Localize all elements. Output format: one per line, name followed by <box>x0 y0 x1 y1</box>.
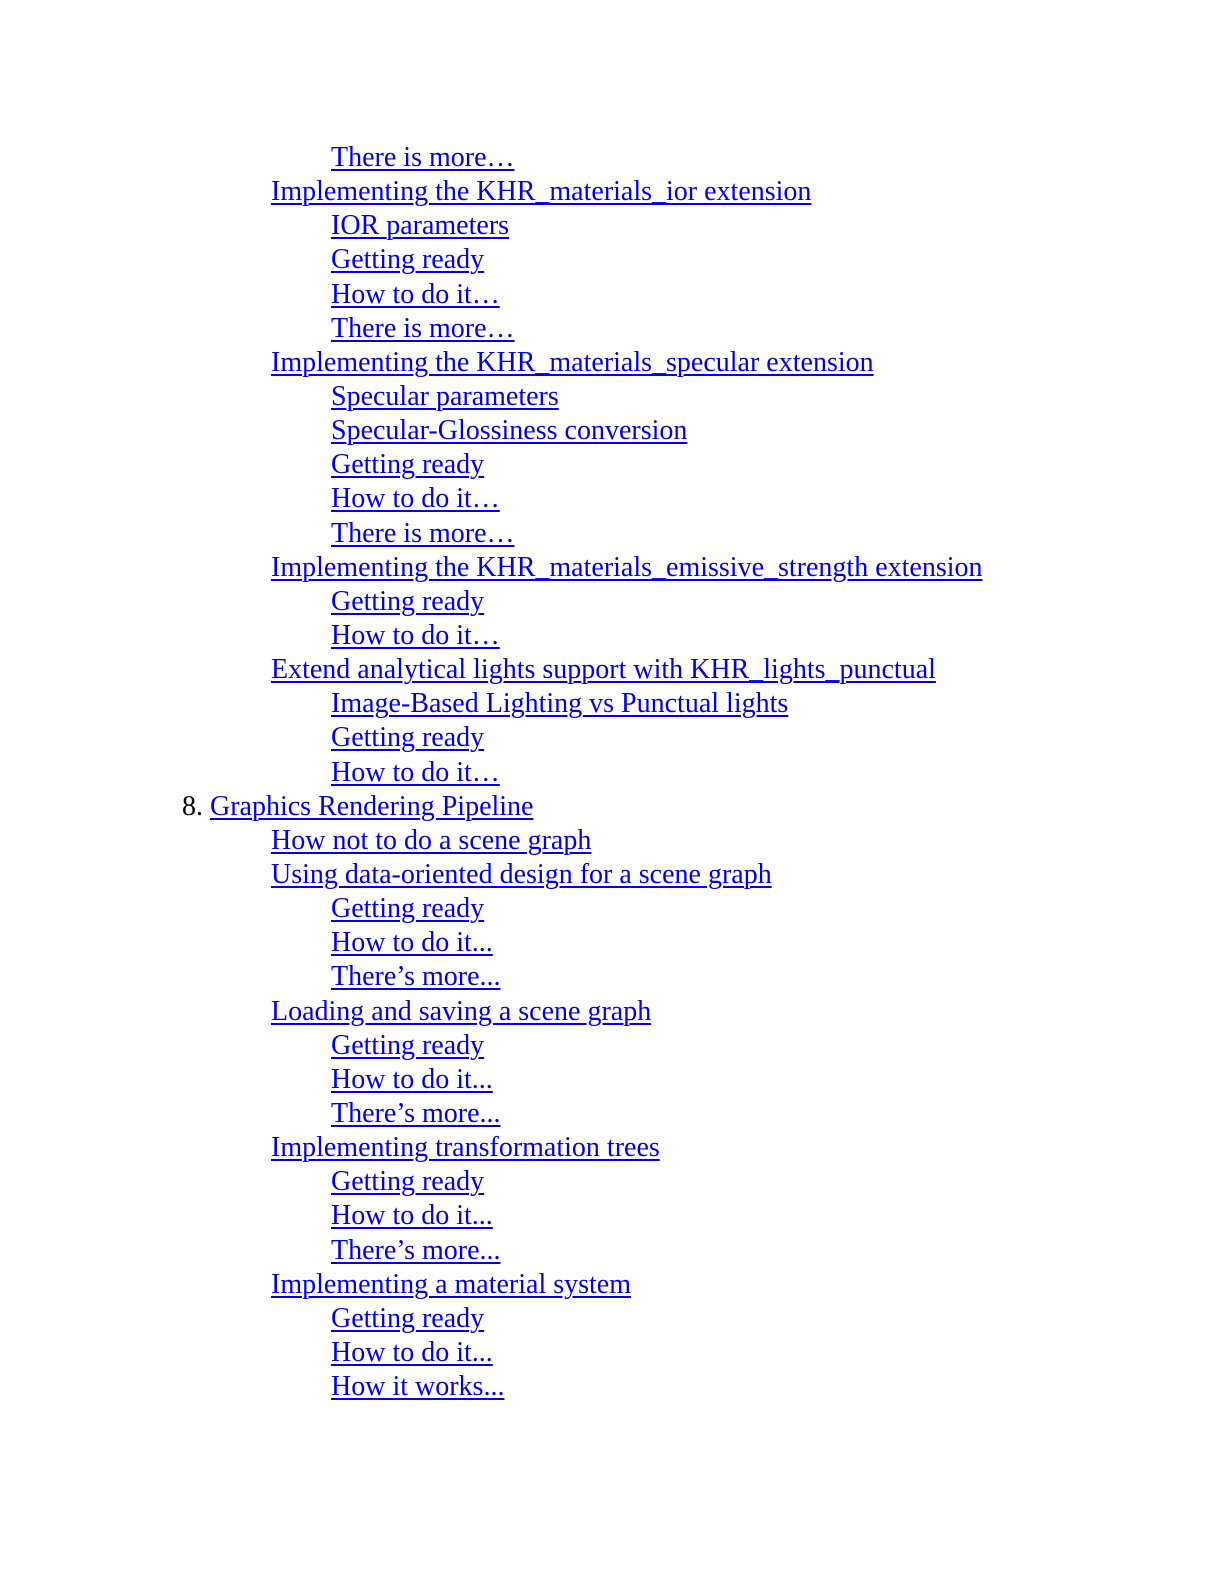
toc-link[interactable]: There’s more... <box>331 1097 501 1129</box>
toc-entry <box>0 482 1224 516</box>
toc-link[interactable]: Loading and saving a scene graph <box>271 995 652 1027</box>
toc-link[interactable]: Image-Based Lighting vs Punctual lights <box>331 688 789 720</box>
toc-entry <box>0 926 1224 960</box>
toc-link[interactable]: Getting ready <box>331 1029 485 1061</box>
toc-link[interactable]: How to do it... <box>331 1200 493 1232</box>
toc-entry <box>0 995 1224 1029</box>
toc-entry <box>0 141 1224 175</box>
toc-link[interactable]: Implementing a material system <box>271 1268 632 1300</box>
toc-link[interactable]: Getting ready <box>331 244 485 276</box>
toc-entry <box>0 1131 1224 1165</box>
toc-link[interactable]: IOR parameters <box>331 210 510 242</box>
toc-entry <box>0 312 1224 346</box>
toc-link[interactable]: Implementing the KHR_materials_ior extension <box>271 176 812 208</box>
toc-link[interactable]: Specular-Glossiness conversion <box>331 415 688 447</box>
toc-entry <box>0 585 1224 619</box>
toc-entry <box>0 380 1224 414</box>
toc-link[interactable]: Implementing transformation trees <box>271 1132 660 1164</box>
toc-entry <box>0 892 1224 926</box>
toc-link[interactable]: How to do it... <box>331 1063 493 1095</box>
toc-link[interactable]: Getting ready <box>331 1302 485 1334</box>
toc-link[interactable]: How to do it... <box>331 1336 493 1368</box>
toc-entry <box>0 1336 1224 1370</box>
table-of-contents <box>0 141 1224 1404</box>
toc-link[interactable]: Getting ready <box>331 893 485 925</box>
toc-link[interactable]: How to do it... <box>331 927 493 959</box>
toc-link[interactable]: Extend analytical lights support with KHR_lights_punctual <box>271 654 936 686</box>
toc-entry <box>0 278 1224 312</box>
toc-entry <box>0 1370 1224 1404</box>
toc-entry <box>0 175 1224 209</box>
toc-link[interactable]: How it works... <box>331 1371 505 1403</box>
toc-entry <box>0 756 1224 790</box>
toc-link[interactable]: How not to do a scene graph <box>271 824 592 856</box>
toc-entry <box>0 551 1224 585</box>
toc-entry <box>0 1063 1224 1097</box>
toc-link[interactable]: Specular parameters <box>331 380 559 412</box>
toc-entry <box>0 824 1224 858</box>
toc-link[interactable]: There’s more... <box>331 961 501 993</box>
toc-link[interactable]: How to do it… <box>331 278 500 310</box>
toc-entry <box>0 414 1224 448</box>
toc-link[interactable]: There is more… <box>331 142 515 173</box>
toc-link[interactable]: There’s more... <box>331 1234 501 1266</box>
toc-entry <box>0 346 1224 380</box>
toc-link[interactable]: How to do it… <box>331 483 500 515</box>
toc-link[interactable]: Implementing the KHR_materials_emissive_strength extension <box>271 551 983 583</box>
toc-entry <box>0 1302 1224 1336</box>
toc-entry <box>0 619 1224 653</box>
toc-link[interactable]: Getting ready <box>331 722 485 754</box>
toc-entry <box>0 1097 1224 1131</box>
toc-link[interactable]: How to do it… <box>331 756 500 788</box>
toc-entry <box>0 721 1224 755</box>
chapter-number: 8. <box>182 790 203 822</box>
toc-link[interactable]: Getting ready <box>331 449 485 481</box>
toc-link[interactable]: How to do it… <box>331 619 500 651</box>
toc-entry <box>0 1234 1224 1268</box>
toc-link[interactable]: There is more… <box>331 517 515 549</box>
toc-entry <box>0 687 1224 721</box>
toc-chapter <box>0 790 1224 824</box>
toc-entry <box>0 1268 1224 1302</box>
toc-entry <box>0 1199 1224 1233</box>
toc-entry <box>0 243 1224 277</box>
toc-entry <box>0 448 1224 482</box>
toc-entry <box>0 209 1224 243</box>
toc-entry <box>0 960 1224 994</box>
toc-link[interactable]: Getting ready <box>331 1166 485 1198</box>
toc-link[interactable]: There is more… <box>331 312 515 344</box>
toc-entry <box>0 653 1224 687</box>
toc-entry <box>0 1029 1224 1063</box>
toc-link[interactable]: Using data-oriented design for a scene graph <box>271 858 772 890</box>
toc-entry <box>0 517 1224 551</box>
chapter-link[interactable]: Graphics Rendering Pipeline <box>210 790 534 822</box>
toc-entry <box>0 858 1224 892</box>
toc-link[interactable]: Getting ready <box>331 585 485 617</box>
toc-entry <box>0 1165 1224 1199</box>
toc-link[interactable]: Implementing the KHR_materials_specular extension <box>271 346 874 378</box>
